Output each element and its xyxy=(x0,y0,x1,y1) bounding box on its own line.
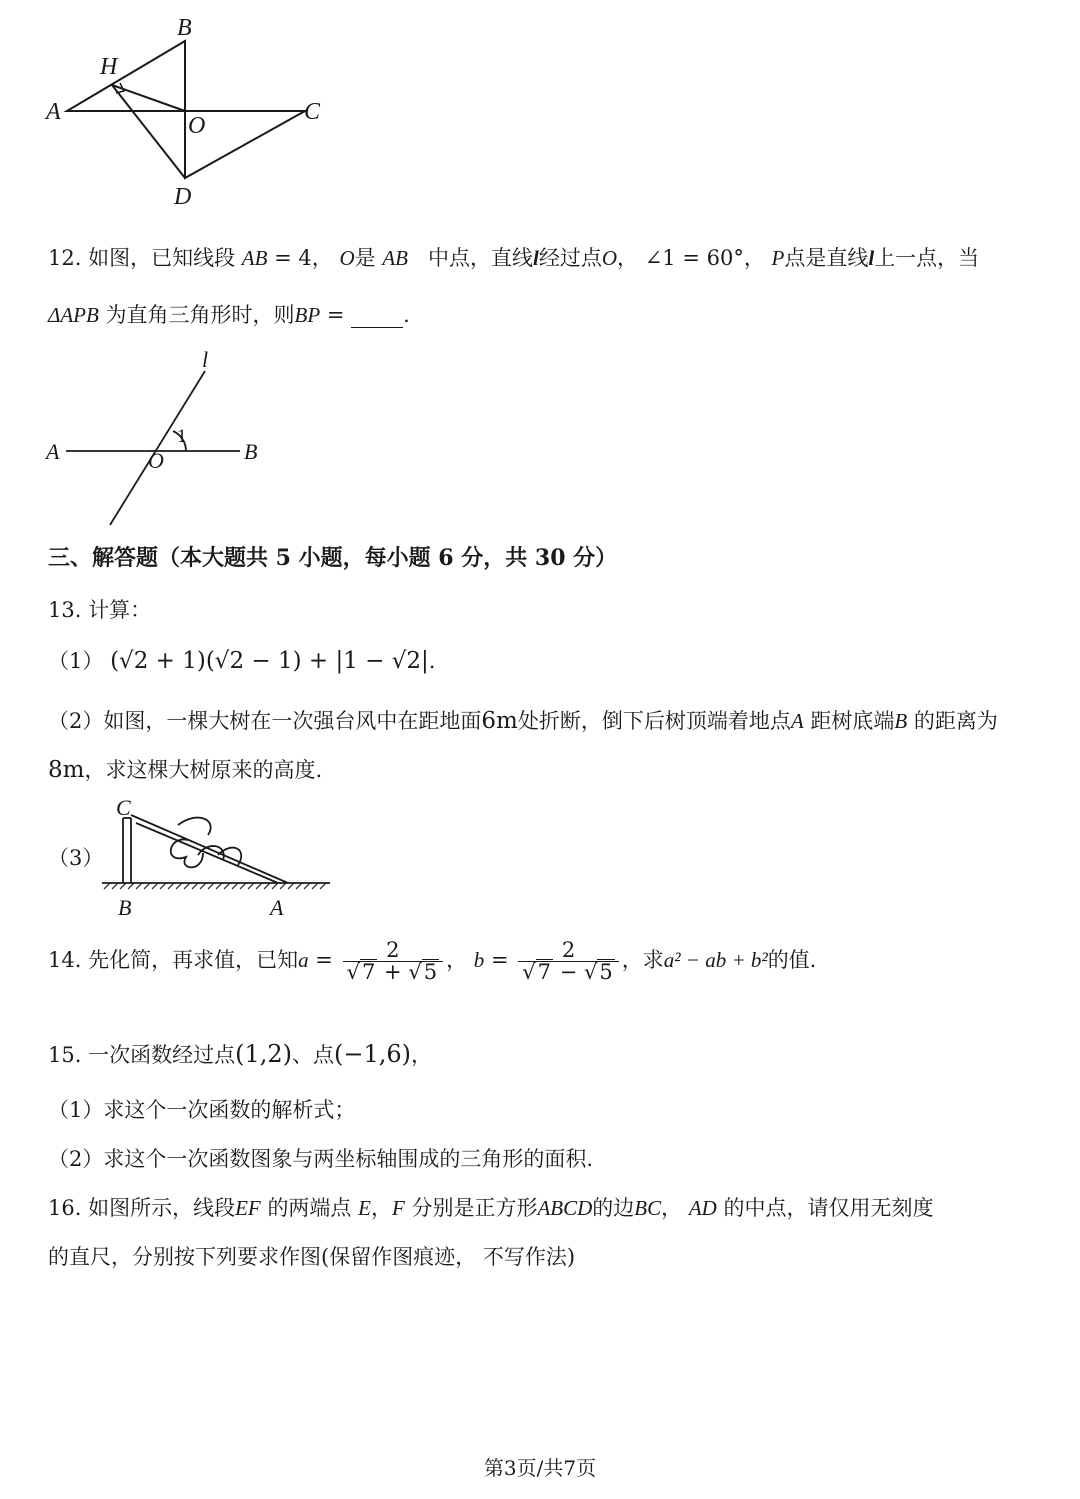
radicand: 7 xyxy=(361,960,376,984)
operator: + xyxy=(384,960,402,984)
height-value: 6m xyxy=(481,708,518,734)
equals-sign: = xyxy=(326,303,345,327)
numerator: 2 xyxy=(518,940,619,962)
q12-line2 xyxy=(48,303,410,328)
radicand: 5 xyxy=(423,960,438,984)
operator: − xyxy=(559,960,578,984)
q16-text: ， xyxy=(661,1196,683,1220)
q13-part1 xyxy=(48,648,435,676)
square-abcd: ABCD xyxy=(537,1196,593,1220)
equals-sign: = xyxy=(315,948,333,972)
point-1: (1,2) xyxy=(235,1040,292,1068)
q12-text: ， xyxy=(743,246,765,270)
q16-line1 xyxy=(48,1196,934,1221)
q12-line1 xyxy=(48,246,979,271)
q13-text: 的距离为 xyxy=(913,709,998,733)
q15-number: 15. xyxy=(48,1043,82,1067)
expression: a² − ab + b² xyxy=(663,948,768,972)
label-l: l xyxy=(202,347,209,372)
q12-text: 上一点，当 xyxy=(874,246,980,270)
q16-line2: 的直尺，分别按下列要求作图(保留作图痕迹， 不写作法) xyxy=(48,1245,576,1269)
line-l: l xyxy=(533,246,539,270)
angle-value: ∠1 = 60° xyxy=(644,246,744,270)
section-heading: 三、解答题（本大题共 5 小题，每小题 6 分，共 30 分） xyxy=(48,545,618,571)
label-B: B xyxy=(244,439,258,464)
q16-number: 16. xyxy=(48,1196,82,1220)
q16-text: 的两端点 xyxy=(267,1196,352,1220)
line-angle-figure xyxy=(40,345,290,535)
label-B: B xyxy=(177,15,192,41)
fraction-b xyxy=(518,940,619,983)
label-A: A xyxy=(46,439,60,464)
q15-text: 、点 xyxy=(292,1043,334,1067)
q13-number: 13. xyxy=(48,598,82,622)
q12-text: 为直角三角形时，则 xyxy=(105,303,295,327)
q15-text: 一次函数经过点 xyxy=(88,1043,236,1067)
q13-text: 处折断，倒下后树顶端着地点 xyxy=(517,709,791,733)
segment-bp: BP xyxy=(294,303,321,327)
q15-sub2: （2）求这个一次函数图象与两坐标轴围成的三角形的面积. xyxy=(48,1147,594,1171)
q12-text: 点是直线 xyxy=(784,246,869,270)
q13-text: 计算： xyxy=(88,598,152,622)
q15-line xyxy=(48,1040,432,1069)
segment-ab: AB xyxy=(241,246,268,270)
tree-figure xyxy=(98,795,338,925)
q14-text: ，求 xyxy=(621,948,664,972)
side-bc: BC xyxy=(634,1196,662,1220)
triangle-apb: ΔAPB xyxy=(48,303,99,327)
numerator: 2 xyxy=(343,940,444,962)
point-p: P xyxy=(771,246,785,270)
fraction-a xyxy=(343,940,444,983)
q12-text: 经过点 xyxy=(538,246,602,270)
q13-text: ，求这棵大树原来的高度. xyxy=(84,758,323,782)
q14-text: 的值. xyxy=(767,948,817,972)
q14-text: ， xyxy=(446,948,468,972)
q13-text: 如图，一棵大树在一次强台风中在距地面 xyxy=(103,709,482,733)
point-f: F xyxy=(391,1196,405,1220)
q16-text: 的边 xyxy=(592,1196,635,1220)
point-a: A xyxy=(790,709,804,733)
q16-text: 分别是正方形 xyxy=(411,1196,538,1220)
side-ad: AD xyxy=(688,1196,717,1220)
q12-text: 如图，已知线段 xyxy=(88,246,236,270)
label-1: 1 xyxy=(177,426,187,447)
point-e: E xyxy=(358,1196,371,1220)
label-H: H xyxy=(100,54,118,80)
q14-line xyxy=(48,940,816,983)
math-expression: (√2 + 1)(√2 − 1) + |1 − √2| xyxy=(110,648,429,674)
label-D: D xyxy=(174,184,192,210)
q15-sub1: （1）求这个一次函数的解析式； xyxy=(48,1098,356,1122)
q13-part2-line1 xyxy=(48,708,998,736)
answer-blank xyxy=(351,309,403,328)
part-label: （2） xyxy=(48,709,104,733)
equals-sign: = xyxy=(490,948,509,972)
q12-text: . xyxy=(403,303,410,327)
q14-text: 先化简，再求值，已知 xyxy=(88,948,299,972)
denominator: √7 + √5 xyxy=(346,960,438,984)
var-b: b xyxy=(473,948,485,972)
q13-text: . xyxy=(428,649,436,673)
q13-text: 距树底端 xyxy=(810,709,895,733)
q13-part2-line2 xyxy=(48,757,322,785)
denominator: √7 − √5 xyxy=(522,960,613,984)
q12-text: ， xyxy=(617,246,639,270)
part-label: （1） xyxy=(48,649,104,673)
label-A: A xyxy=(46,99,61,125)
q12-number: 12. xyxy=(48,246,82,270)
q16-text: 如图所示，线段 xyxy=(88,1196,236,1220)
q16-text: ， xyxy=(370,1196,392,1220)
q15-text: ， xyxy=(411,1043,433,1067)
segment-ab: AB xyxy=(382,246,408,270)
segment-ef: EF xyxy=(235,1196,261,1220)
distance-value: 8m xyxy=(48,757,85,783)
q16-text: 的中点，请仅用无刻度 xyxy=(723,1196,934,1220)
line-l: l xyxy=(868,246,875,270)
label-C: C xyxy=(116,795,131,820)
label-A: A xyxy=(270,895,284,920)
label-O: O xyxy=(148,448,164,473)
label-O: O xyxy=(188,113,206,139)
label-C: C xyxy=(304,99,321,125)
q12-text: 是 xyxy=(354,246,376,270)
q13-part3-label: （3） xyxy=(48,846,104,870)
q13-title xyxy=(48,598,151,623)
q12-length: = 4， xyxy=(274,246,333,270)
page-number: 第3页/共7页 xyxy=(483,1456,597,1480)
rhombus-figure xyxy=(40,8,340,213)
point-o: O xyxy=(601,246,618,270)
q14-number: 14. xyxy=(48,948,82,972)
point-2: (−1,6) xyxy=(334,1040,412,1068)
point-o: O xyxy=(339,246,355,270)
q12-text: 中点，直线 xyxy=(428,246,533,270)
radicand: 7 xyxy=(537,960,552,984)
label-B: B xyxy=(118,895,132,920)
point-b: B xyxy=(894,709,908,733)
var-a: a xyxy=(298,948,309,972)
radicand: 5 xyxy=(599,960,613,984)
